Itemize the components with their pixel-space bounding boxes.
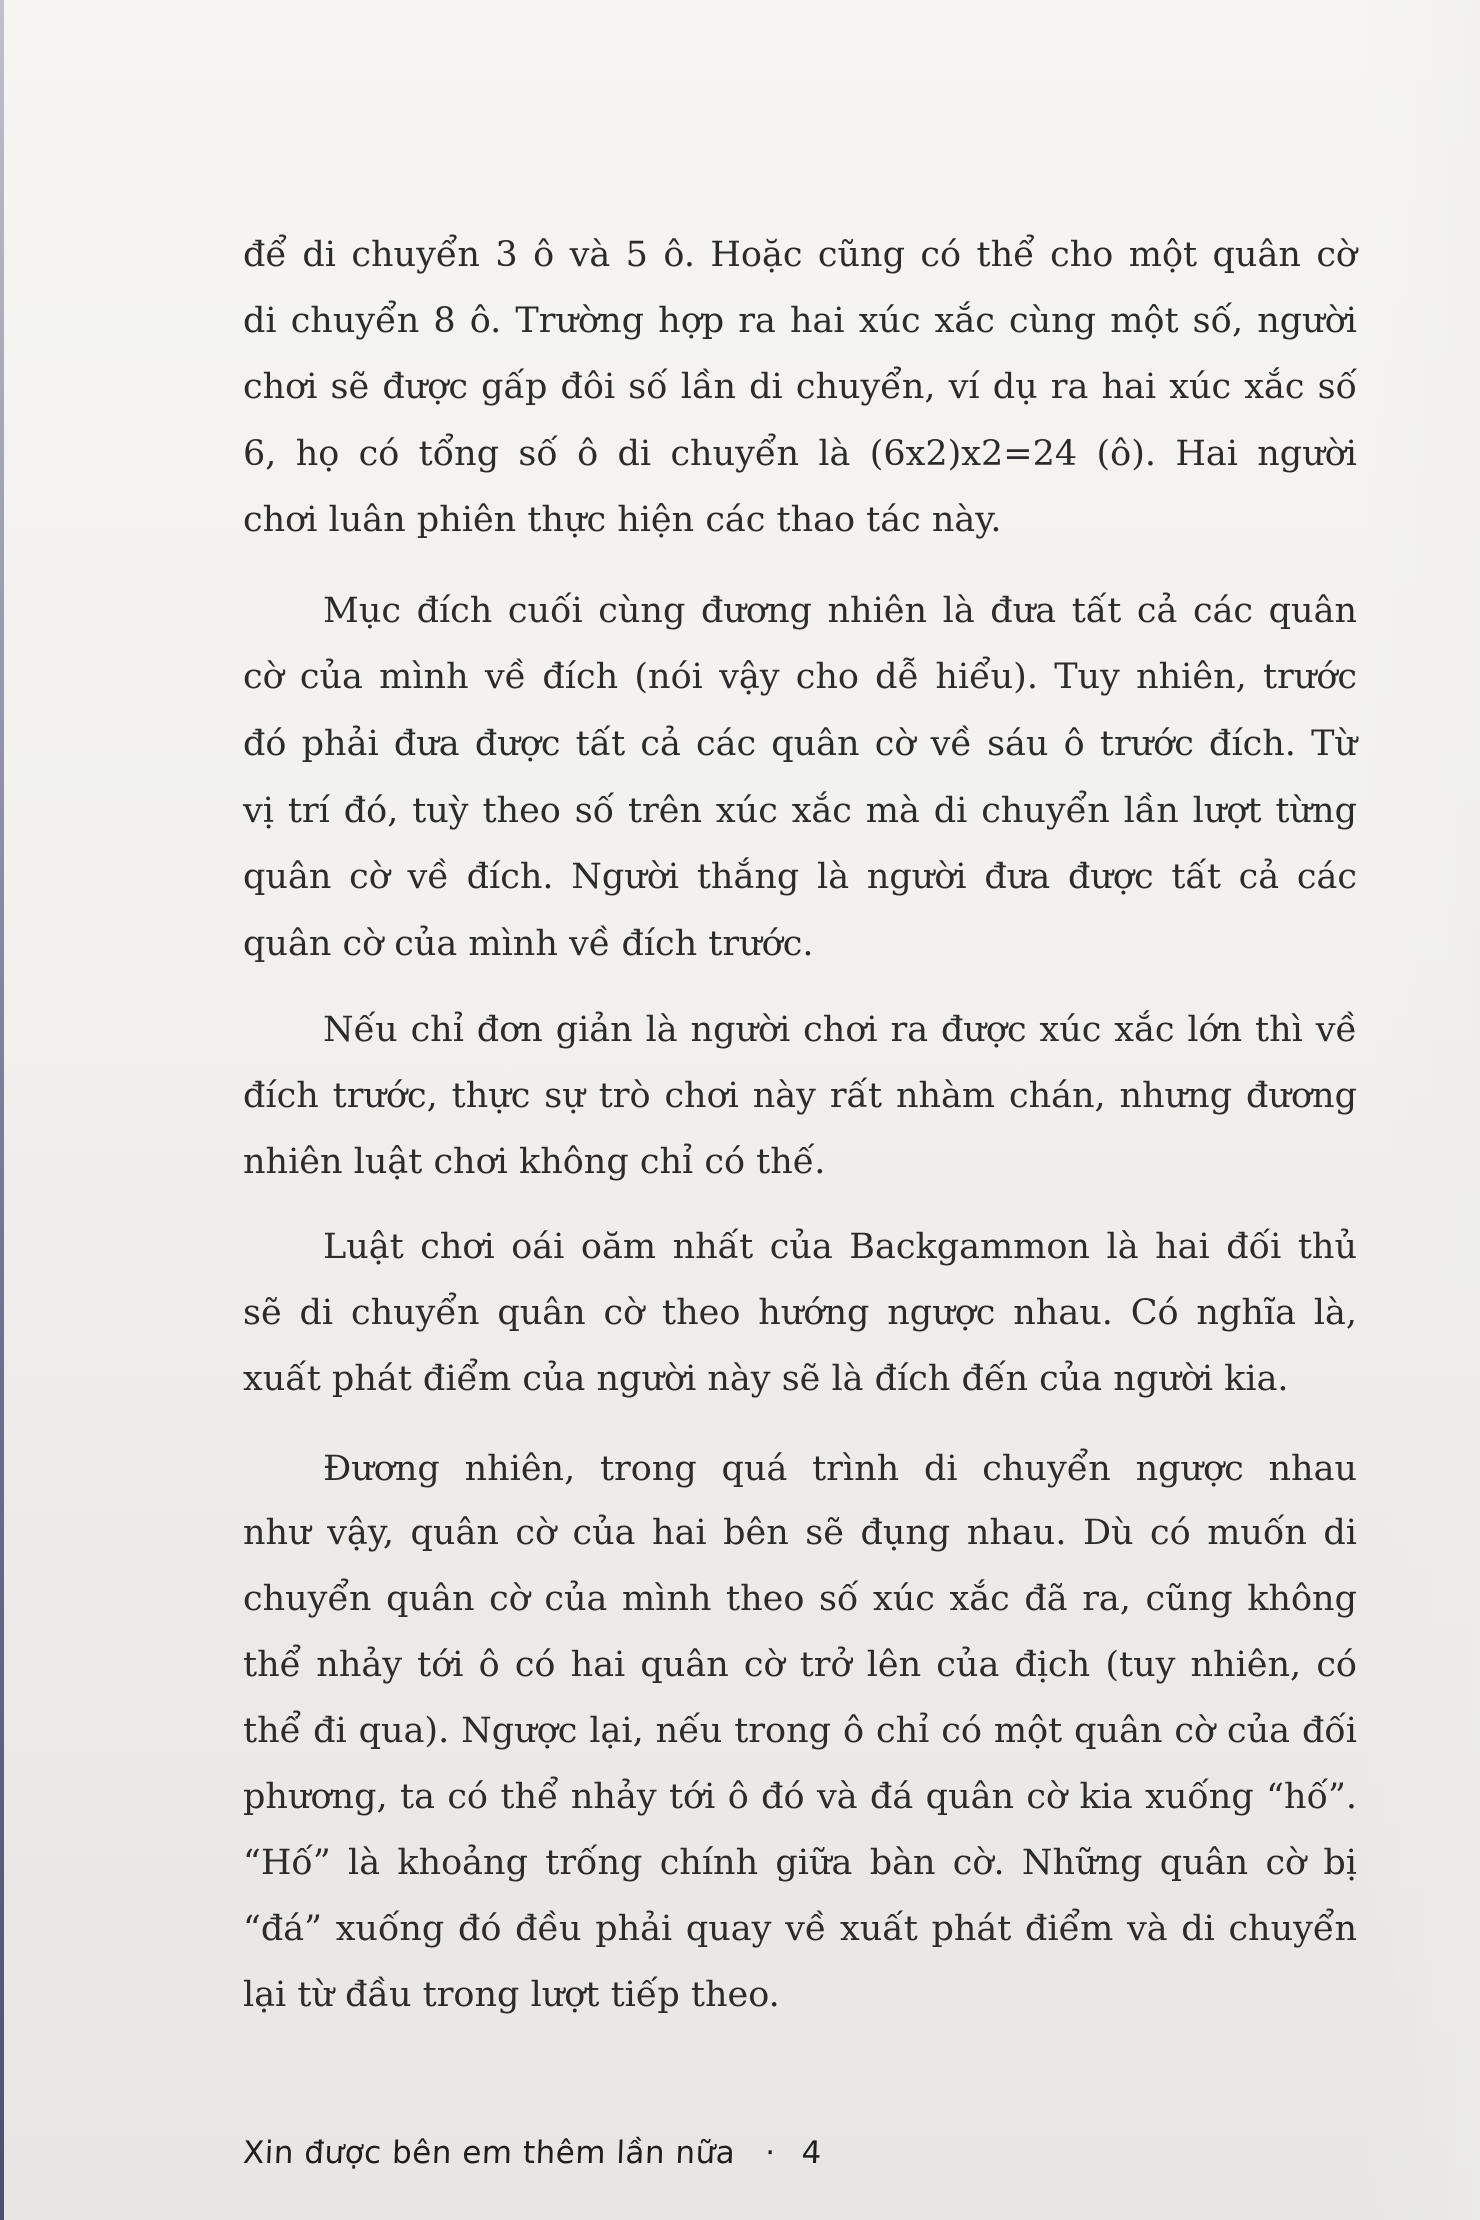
running-title: Xin được bên em thêm lần nữa xyxy=(242,2135,736,2171)
paragraph-1-line-4: 6, họ có tổng số ô di chuyển là (6x2)x2=24 (ô). Hai người xyxy=(243,434,1357,474)
paragraph-2-line-1: Mục đích cuối cùng đương nhiên là đưa tất cả các quân xyxy=(323,591,1357,631)
footer-separator: · xyxy=(764,2135,777,2171)
paragraph-4-line-1: Luật chơi oái oăm nhất của Backgammon là hai đối thủ xyxy=(323,1227,1357,1267)
page-edge-shadow xyxy=(0,0,4,2220)
paragraph-5-line-2: như vậy, quân cờ của hai bên sẽ đụng nhau. Dù có muốn di xyxy=(243,1513,1357,1553)
paragraph-2-line-4: vị trí đó, tuỳ theo số trên xúc xắc mà di chuyển lần lượt từng xyxy=(243,791,1357,831)
page-footer xyxy=(242,2128,823,2178)
paragraph-5-line-1: Đương nhiên, trong quá trình di chuyển ngược nhau xyxy=(323,1449,1357,1489)
paragraph-1-line-5: chơi luân phiên thực hiện các thao tác này. xyxy=(243,500,1002,540)
paragraph-5-line-4: thể nhảy tới ô có hai quân cờ trở lên của địch (tuy nhiên, có xyxy=(243,1645,1357,1685)
paragraph-5-line-9: lại từ đầu trong lượt tiếp theo. xyxy=(243,1975,780,2015)
paragraph-3-line-3: nhiên luật chơi không chỉ có thế. xyxy=(243,1142,826,1182)
paragraph-2-line-2: cờ của mình về đích (nói vậy cho dễ hiểu). Tuy nhiên, trước xyxy=(243,657,1357,697)
paragraph-3-line-1: Nếu chỉ đơn giản là người chơi ra được xúc xắc lớn thì về xyxy=(323,1010,1357,1050)
paragraph-5-line-8: “đá” xuống đó đều phải quay về xuất phát điểm và di chuyển xyxy=(243,1909,1357,1949)
paragraph-2-line-6: quân cờ của mình về đích trước. xyxy=(243,924,814,964)
paragraph-4-line-3: xuất phát điểm của người này sẽ là đích đến của người kia. xyxy=(243,1359,1289,1399)
paragraph-4-line-2: sẽ di chuyển quân cờ theo hướng ngược nhau. Có nghĩa là, xyxy=(243,1293,1357,1333)
page-number: 4 xyxy=(800,2135,823,2171)
paragraph-5-line-3: chuyển quân cờ của mình theo số xúc xắc đã ra, cũng không xyxy=(243,1579,1357,1619)
paragraph-1-line-3: chơi sẽ được gấp đôi số lần di chuyển, ví dụ ra hai xúc xắc số xyxy=(243,367,1357,407)
paragraph-1-line-2: di chuyển 8 ô. Trường hợp ra hai xúc xắc cùng một số, người xyxy=(243,301,1357,341)
page-gutter-shade xyxy=(1360,0,1480,2220)
paragraph-3-line-2: đích trước, thực sự trò chơi này rất nhàm chán, nhưng đương xyxy=(243,1076,1357,1116)
paragraph-5-line-5: thể đi qua). Ngược lại, nếu trong ô chỉ có một quân cờ của đối xyxy=(243,1711,1357,1751)
paragraph-2-line-5: quân cờ về đích. Người thắng là người đưa được tất cả các xyxy=(243,857,1357,897)
paragraph-1-line-1: để di chuyển 3 ô và 5 ô. Hoặc cũng có thể cho một quân cờ xyxy=(243,235,1357,275)
paragraph-2-line-3: đó phải đưa được tất cả các quân cờ về sáu ô trước đích. Từ xyxy=(243,724,1357,764)
paragraph-5-line-6: phương, ta có thể nhảy tới ô đó và đá quân cờ kia xuống “hố”. xyxy=(243,1777,1357,1817)
paragraph-5-line-7: “Hố” là khoảng trống chính giữa bàn cờ. Những quân cờ bị xyxy=(243,1843,1357,1883)
